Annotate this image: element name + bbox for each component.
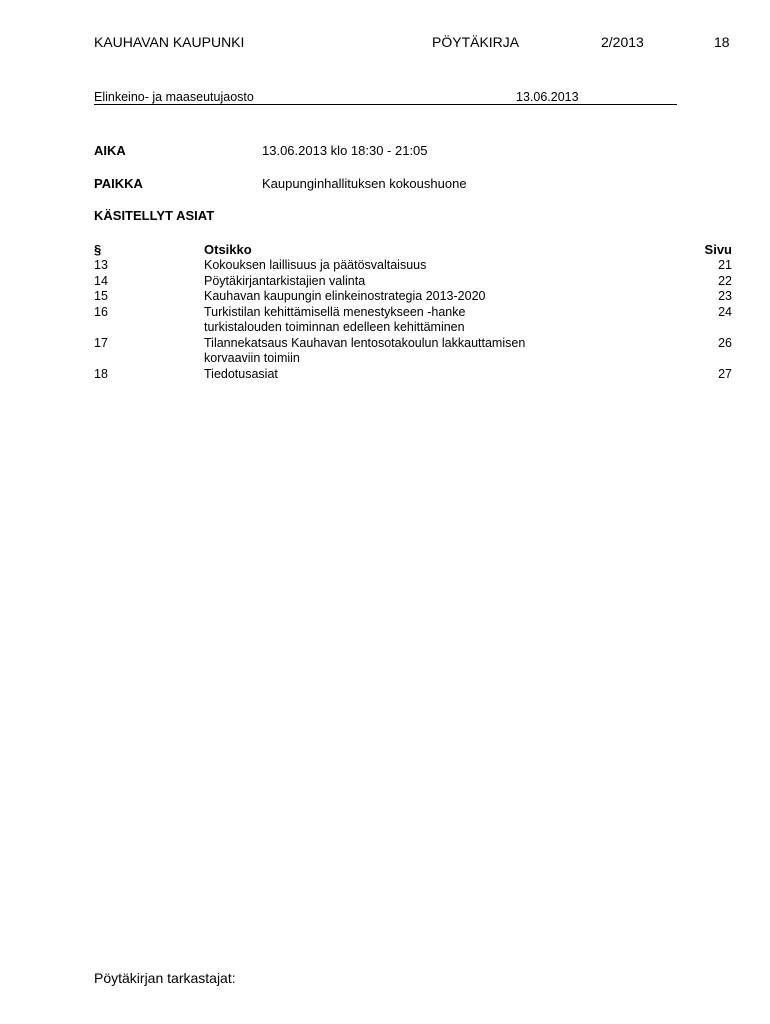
agenda-page: 22: [718, 273, 732, 288]
agenda-title-line: Kokouksen laillisuus ja päätösvaltaisuus: [204, 258, 427, 272]
column-header-page: Sivu: [704, 242, 732, 257]
organization-name: KAUHAVAN KAUPUNKI: [94, 34, 245, 50]
agenda-title-line: Kauhavan kaupungin elinkeinostrategia 2013-2020: [204, 289, 486, 303]
reviewers-label: Pöytäkirjan tarkastajat:: [94, 970, 236, 986]
page-number: 18: [714, 34, 730, 50]
agenda-page: 21: [718, 258, 732, 272]
document-type: PÖYTÄKIRJA: [432, 34, 520, 50]
agenda-title-text: [204, 367, 624, 383]
meeting-date: 13.06.2013: [516, 90, 579, 104]
time-label: AIKA: [94, 143, 126, 158]
place-value: Kaupunginhallituksen kokoushuone: [262, 176, 467, 191]
agenda-section: 17: [94, 335, 108, 350]
agenda-title: KÄSITELLYT ASIAT: [94, 208, 215, 223]
agenda-title-line: Tiedotusasiat: [204, 366, 278, 381]
time-value: 13.06.2013 klo 18:30 - 21:05: [262, 143, 428, 158]
column-header-title: Otsikko: [204, 242, 252, 257]
agenda-page: 23: [718, 289, 732, 303]
place-label: PAIKKA: [94, 176, 143, 191]
agenda-title-line: Tilannekatsaus Kauhavan lentosotakoulun lakkauttamisen: [204, 335, 526, 350]
agenda-section: 15: [94, 289, 108, 303]
document-number: 2/2013: [601, 34, 644, 50]
agenda-section: 18: [94, 366, 108, 381]
agenda-title-text: [204, 289, 624, 305]
agenda-title-line: korvaaviin toimiin: [204, 351, 300, 365]
agenda-title-line: Turkistilan kehittämisellä menestykseen -hanke: [204, 304, 466, 319]
agenda-title-text: [204, 258, 624, 274]
committee-name: Elinkeino- ja maaseutujaosto: [94, 90, 254, 104]
agenda-page: 27: [718, 366, 732, 381]
agenda-title-text: [204, 305, 624, 336]
column-header-section: §: [94, 242, 102, 257]
agenda-section: 16: [94, 304, 108, 319]
agenda-page: 26: [718, 335, 732, 350]
agenda-title-line: turkistalouden toiminnan edelleen kehittäminen: [204, 320, 465, 334]
agenda-title-text: [204, 274, 624, 290]
agenda-section: 14: [94, 273, 108, 288]
agenda-title-line: Pöytäkirjantarkistajien valinta: [204, 273, 366, 288]
agenda-title-text: [204, 336, 624, 367]
agenda-page: 24: [718, 304, 732, 319]
header-divider: [94, 104, 677, 105]
agenda-section: 13: [94, 258, 108, 272]
